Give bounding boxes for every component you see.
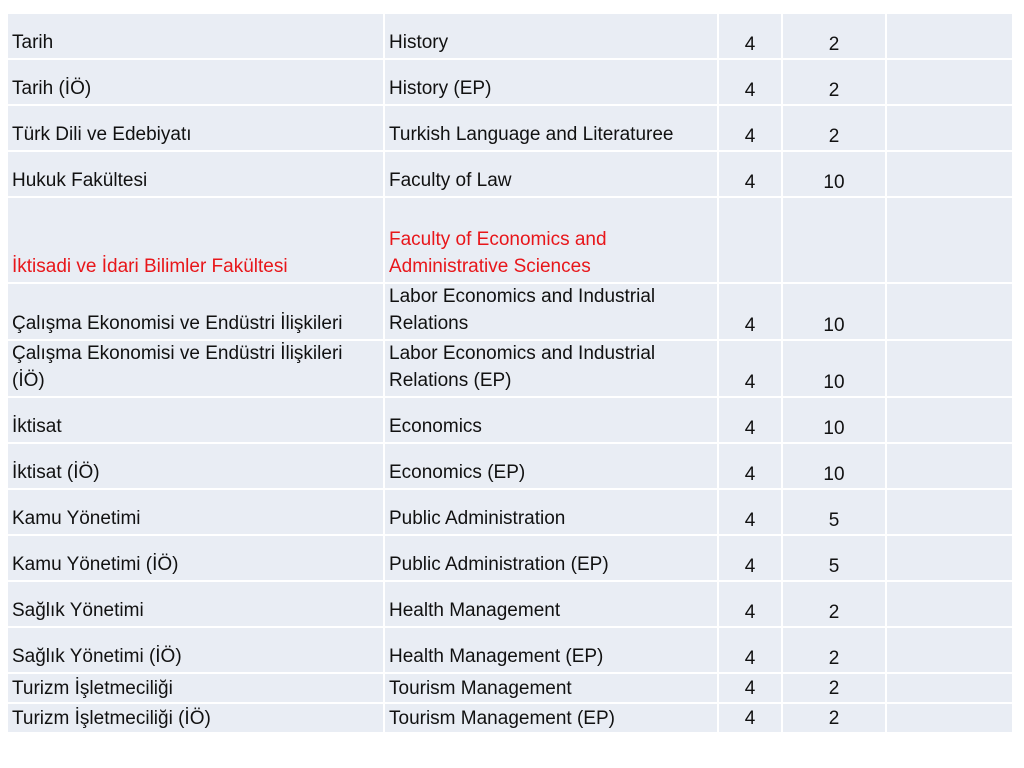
empty-cell (887, 152, 1012, 196)
table-row (8, 60, 1012, 104)
duration-years: 4 (719, 536, 781, 580)
table-row (8, 198, 1012, 282)
turkish-program-name: Sağlık Yönetimi (İÖ) (8, 628, 383, 672)
english-program-name: Faculty of Economics and Administrative Sciences (385, 198, 717, 282)
table-row (8, 106, 1012, 150)
quota-value: 5 (783, 490, 885, 534)
empty-cell (887, 536, 1012, 580)
english-program-name: Labor Economics and Industrial Relations (EP) (385, 341, 717, 396)
quota-value: 2 (783, 674, 885, 702)
empty-cell (887, 704, 1012, 732)
turkish-program-name: Türk Dili ve Edebiyatı (8, 106, 383, 150)
duration-years: 4 (719, 398, 781, 442)
turkish-program-name: Tarih (İÖ) (8, 60, 383, 104)
table-row (8, 398, 1012, 442)
faculty-programs-table (8, 14, 1012, 734)
english-program-name: Economics (EP) (385, 444, 717, 488)
table-row (8, 444, 1012, 488)
duration-years (719, 198, 781, 282)
empty-cell (887, 106, 1012, 150)
empty-cell (887, 341, 1012, 396)
duration-years: 4 (719, 284, 781, 339)
duration-years: 4 (719, 582, 781, 626)
table-row (8, 536, 1012, 580)
english-program-name: Economics (385, 398, 717, 442)
duration-years: 4 (719, 60, 781, 104)
empty-cell (887, 14, 1012, 58)
english-program-name: Turkish Language and Literaturee (385, 106, 717, 150)
turkish-program-name: İktisadi ve İdari Bilimler Fakültesi (8, 198, 383, 282)
duration-years: 4 (719, 704, 781, 732)
turkish-program-name: Kamu Yönetimi (8, 490, 383, 534)
empty-cell (887, 674, 1012, 702)
table-row (8, 674, 1012, 702)
quota-value: 2 (783, 582, 885, 626)
english-program-name: History (EP) (385, 60, 717, 104)
quota-value: 10 (783, 444, 885, 488)
empty-cell (887, 198, 1012, 282)
table-row (8, 152, 1012, 196)
table-row (8, 341, 1012, 396)
quota-value: 10 (783, 341, 885, 396)
quota-value: 10 (783, 152, 885, 196)
empty-cell (887, 490, 1012, 534)
quota-value: 2 (783, 704, 885, 732)
english-program-name: Public Administration (EP) (385, 536, 717, 580)
duration-years: 4 (719, 490, 781, 534)
english-program-name: Public Administration (385, 490, 717, 534)
empty-cell (887, 284, 1012, 339)
duration-years: 4 (719, 444, 781, 488)
empty-cell (887, 398, 1012, 442)
table-row (8, 582, 1012, 626)
empty-cell (887, 60, 1012, 104)
turkish-program-name: İktisat (8, 398, 383, 442)
turkish-program-name: Tarih (8, 14, 383, 58)
duration-years: 4 (719, 106, 781, 150)
empty-cell (887, 582, 1012, 626)
english-program-name: History (385, 14, 717, 58)
table-row (8, 490, 1012, 534)
quota-value: 2 (783, 60, 885, 104)
quota-value: 5 (783, 536, 885, 580)
turkish-program-name: Çalışma Ekonomisi ve Endüstri İlişkileri (8, 284, 383, 339)
quota-value (783, 198, 885, 282)
turkish-program-name: Turizm İşletmeciliği (8, 674, 383, 702)
english-program-name: Tourism Management (385, 674, 717, 702)
table-row (8, 284, 1012, 339)
table-row (8, 14, 1012, 58)
english-program-name: Health Management (385, 582, 717, 626)
quota-value: 10 (783, 398, 885, 442)
turkish-program-name: Kamu Yönetimi (İÖ) (8, 536, 383, 580)
english-program-name: Tourism Management (EP) (385, 704, 717, 732)
empty-cell (887, 628, 1012, 672)
table-row (8, 704, 1012, 732)
duration-years: 4 (719, 152, 781, 196)
duration-years: 4 (719, 14, 781, 58)
table-row (8, 628, 1012, 672)
duration-years: 4 (719, 628, 781, 672)
quota-value: 10 (783, 284, 885, 339)
turkish-program-name: Çalışma Ekonomisi ve Endüstri İlişkileri (İÖ) (8, 341, 383, 396)
quota-value: 2 (783, 628, 885, 672)
english-program-name: Health Management (EP) (385, 628, 717, 672)
quota-value: 2 (783, 14, 885, 58)
quota-value: 2 (783, 106, 885, 150)
turkish-program-name: Hukuk Fakültesi (8, 152, 383, 196)
empty-cell (887, 444, 1012, 488)
english-program-name: Labor Economics and Industrial Relations (385, 284, 717, 339)
duration-years: 4 (719, 341, 781, 396)
turkish-program-name: Sağlık Yönetimi (8, 582, 383, 626)
turkish-program-name: İktisat (İÖ) (8, 444, 383, 488)
turkish-program-name: Turizm İşletmeciliği (İÖ) (8, 704, 383, 732)
duration-years: 4 (719, 674, 781, 702)
english-program-name: Faculty of Law (385, 152, 717, 196)
